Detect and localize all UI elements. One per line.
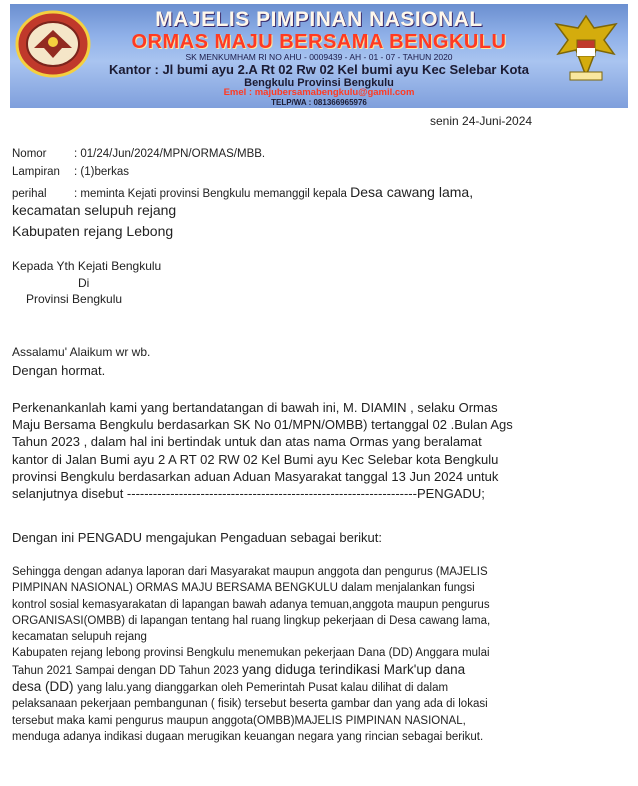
- paragraph-intro: [12, 399, 580, 502]
- letterhead-phone: TELP/WA : 081366965976: [271, 98, 367, 107]
- perihal-row: [12, 184, 473, 200]
- recipient-line3: Provinsi Bengkulu: [26, 292, 123, 306]
- recipient-line2: Di: [78, 276, 90, 290]
- greeting-salam: Assalamu' Alaikum wr wb.: [12, 345, 151, 359]
- line7-part-a: Tahun 2021 Sampai dengan DD Tahun 2023: [12, 664, 242, 677]
- paragraph-line: Tahun 2023 , dalam hal ini bertindak untuk dan atas nama Ormas yang beralamat: [12, 434, 482, 450]
- line8-part-b: yang lalu.yang dianggarkan oleh Pemerintah Pusat kalau dilihat di dalam: [77, 682, 449, 695]
- letterhead-subtitle: ORMAS MAJU BERSAMA BENGKULU: [131, 31, 507, 53]
- letterhead-sk: SK MENKUMHAM RI NO AHU - 0009439 - AH - 01 - 07 - TAHUN 2020: [185, 52, 453, 62]
- paragraph-pengaduan: Dengan ini PENGADU mengajukan Pengaduan sebagai berikut:: [12, 530, 383, 545]
- paragraph-line: Sehingga dengan adanya laporan dari Masyarakat maupun anggota dan pengurus (MAJELIS: [12, 566, 488, 578]
- paragraph-line: provinsi Bengkulu berdasarkan aduan Aduan Masyarakat tanggal 13 Jun 2024 untuk: [12, 468, 499, 484]
- letterhead: [10, 4, 628, 108]
- perihal-line3: Kabupaten rejang Lebong: [12, 223, 174, 239]
- line7-part-b: yang diduga terindikasi Mark'up dana: [241, 661, 466, 677]
- paragraph-line: PIMPINAN NASIONAL) ORMAS MAJU BERSAMA BENGKULU dalam menjalankan fungsi: [12, 582, 475, 595]
- perihal-value: : meminta Kejati provinsi Bengkulu memanggil kepala: [74, 188, 351, 200]
- letter-date: senin 24-Juni-2024: [430, 114, 533, 128]
- paragraph-line: menduga adanya indikasi dugaan merugikan keuangan negara yang rincian sebagai berikut.: [12, 730, 484, 743]
- paragraph-line: [12, 679, 568, 696]
- lampiran-label: Lampiran: [12, 166, 60, 178]
- paragraph-line: tersebut maka kami pengurus maupun anggota(OMBB)MAJELIS PIMPINAN NASIONAL,: [12, 714, 466, 727]
- letterhead-address: Kantor : Jl bumi ayu 2.A Rt 02 Rw 02 Kel bumi ayu Kec Selebar Kota: [109, 62, 529, 77]
- lampiran-value: : (1)berkas: [74, 166, 129, 178]
- paragraph-line: kantor di Jalan Bumi ayu 2 A RT 02 RW 02 Kel Bumi ayu Kec Selebar kota Bengkulu: [12, 451, 499, 467]
- letterhead-city: Bengkulu Provinsi Bengkulu: [244, 77, 394, 89]
- nomor-row: [12, 148, 265, 160]
- perihal-label: perihal: [12, 188, 47, 200]
- greeting-hormat: Dengan hormat.: [12, 363, 106, 378]
- lampiran-row: [12, 166, 129, 178]
- paragraph-line: pelaksanaan pekerjaan pembangunan ( fisik) tersebut beserta gambar dan yang ada di lokasi: [12, 698, 488, 711]
- paragraph-body: [12, 564, 568, 745]
- letterhead-title: MAJELIS PIMPINAN NASIONAL: [155, 8, 483, 31]
- paragraph-line: [12, 662, 568, 679]
- paragraph-line: Perkenankanlah kami yang bertandatangan di bawah ini, M. DIAMIN , selaku Ormas: [12, 400, 498, 415]
- paragraph-line: selanjutnya disebut -------------------------------------------------------------------PENGADU;: [12, 486, 485, 502]
- paragraph-line: Maju Bersama Bengkulu berdasarkan SK No 01/MPN/OMBB) tertanggal 02 .Bulan Ags: [12, 417, 513, 433]
- paragraph-line: kecamatan selupuh rejang: [12, 631, 147, 644]
- perihal-value-b: Desa cawang lama,: [350, 184, 474, 200]
- nomor-value: : 01/24/Jun/2024/MPN/ORMAS/MBB.: [74, 148, 266, 160]
- paragraph-line: Kabupaten rejang lebong provinsi Bengkulu menemukan pekerjaan Dana (DD) Anggara mulai: [12, 647, 490, 660]
- line8-part-a: desa (DD): [12, 679, 78, 695]
- paragraph-line: kontrol sosial kemasyarakatan di lapangan bawah adanya temuan,anggota maupun pengurus: [12, 598, 490, 611]
- letterhead-email: Emel : majubersamabengkulu@gamil.com: [223, 87, 415, 98]
- recipient-line1: Kepada Yth Kejati Bengkulu: [12, 259, 162, 273]
- paragraph-line: ORGANISASI(OMBB) di lapangan tentang hal ruang lingkup pekerjaan di Desa cawang lama,: [12, 614, 491, 627]
- nomor-label: Nomor: [12, 148, 47, 160]
- perihal-line2: kecamatan selupuh rejang: [12, 202, 177, 218]
